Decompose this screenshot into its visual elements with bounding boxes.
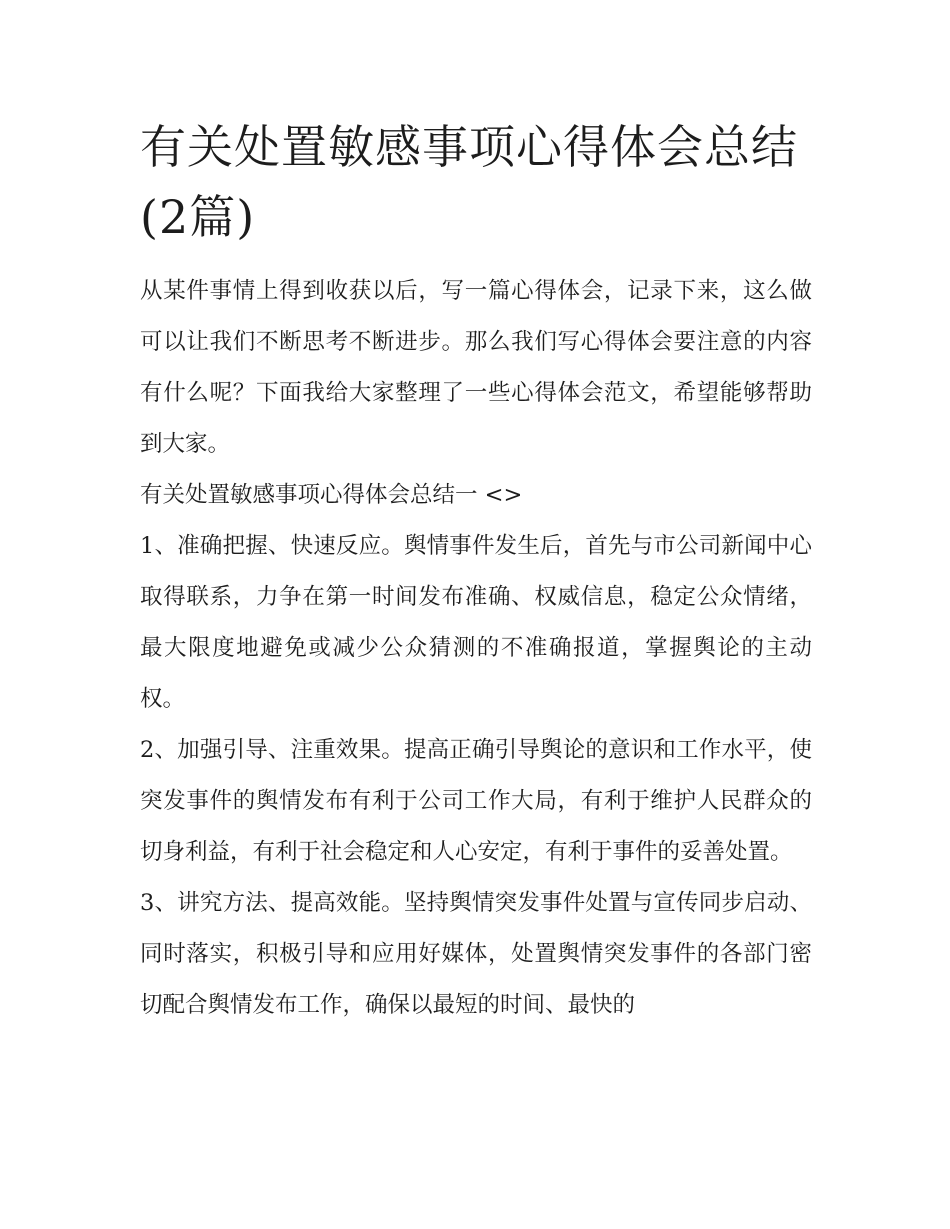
section-heading: 有关处置敏感事项心得体会总结一 <> bbox=[140, 482, 523, 508]
point-3-paragraph: 3、讲究方法、提高效能。坚持舆情突发事件处置与宣传同步启动、同时落实，积极引导和应用好媒体，处置舆情突发事件的各部门密切配合舆情发布工作，确保以最短的时间、最快的 bbox=[140, 890, 812, 1018]
intro-paragraph: 从某件事情上得到收获以后，写一篇心得体会，记录下来，这么做可以让我们不断思考不断进步。那么我们写心得体会要注意的内容有什么呢？下面我给大家整理了一些心得体会范文，希望能够帮助到大家。 bbox=[140, 278, 812, 457]
point-2-paragraph: 2、加强引导、注重效果。提高正确引导舆论的意识和工作水平，使突发事件的舆情发布有利于公司工作大局，有利于维护人民群众的切身利益，有利于社会稳定和人心安定，有利于事件的妥善处置。 bbox=[140, 737, 812, 865]
document-title: 有关处置敏感事项心得体会总结(2篇) bbox=[140, 120, 798, 244]
point-1-paragraph: 1、准确把握、快速反应。舆情事件发生后，首先与市公司新闻中心取得联系，力争在第一时间发布准确、权威信息，稳定公众情绪，最大限度地避免或减少公众猜测的不准确报道，掌握舆论的主动权。 bbox=[140, 533, 812, 712]
document-body bbox=[140, 112, 812, 1031]
